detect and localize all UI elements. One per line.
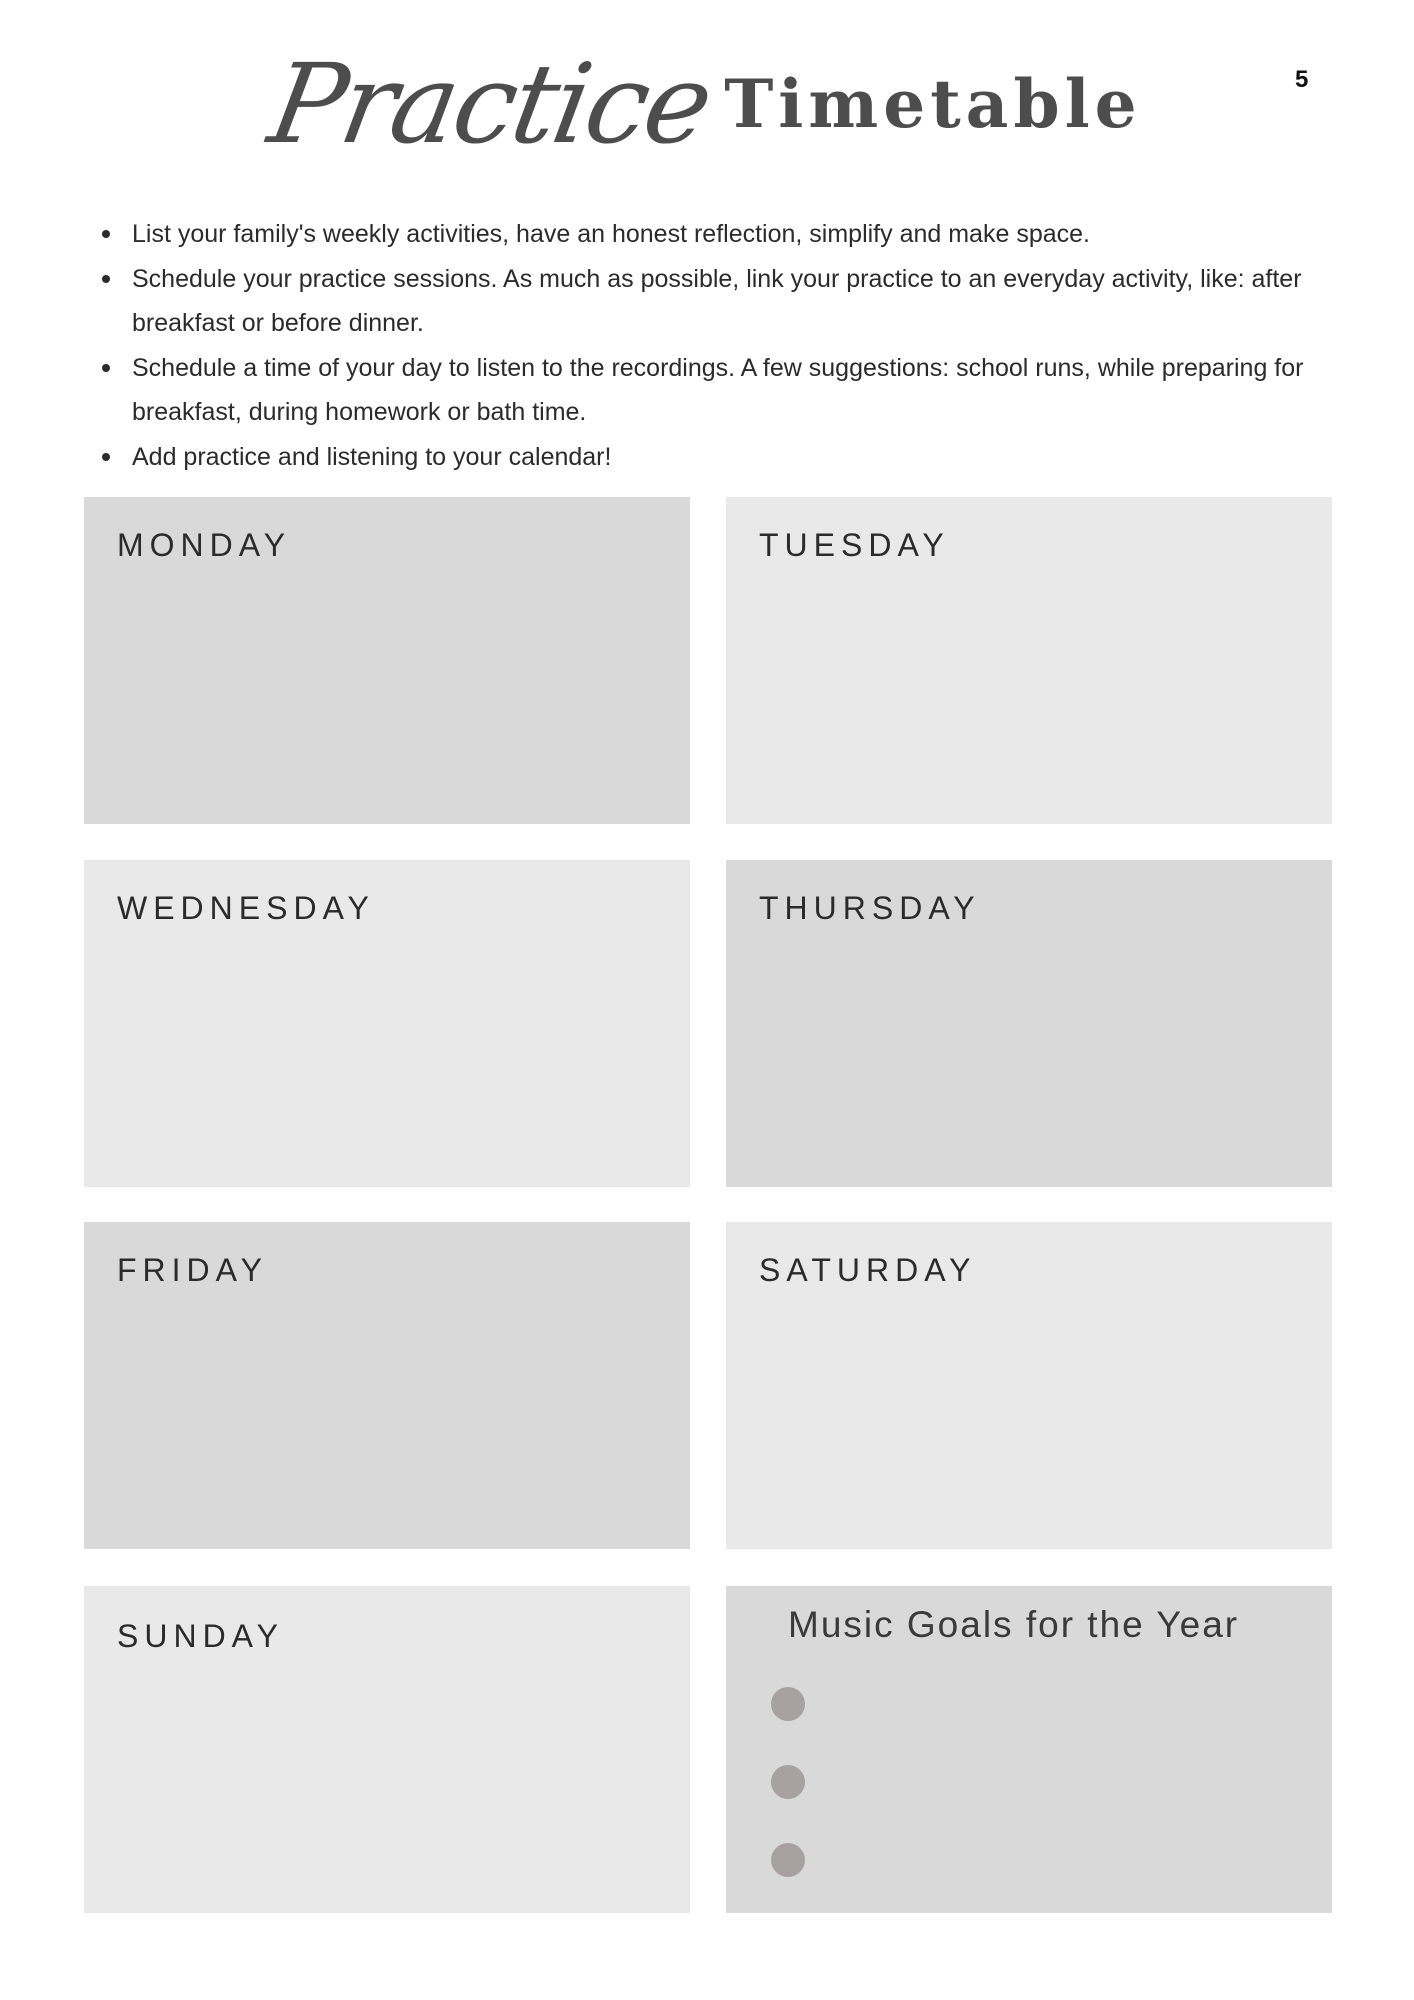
page-number: 5 xyxy=(1295,66,1309,93)
bullet-icon xyxy=(102,364,110,372)
goal-bullet-icon xyxy=(771,1843,805,1877)
friday-label: FRIDAY xyxy=(117,1252,268,1288)
instruction-text: Add practice and listening to your calendar! xyxy=(132,442,612,471)
saturday-box[interactable] xyxy=(726,1222,1332,1549)
tuesday-box[interactable] xyxy=(726,497,1332,824)
instruction-item xyxy=(100,212,1340,257)
saturday-label: SATURDAY xyxy=(759,1252,977,1288)
sunday-box[interactable] xyxy=(84,1586,690,1913)
bullet-icon xyxy=(102,453,110,461)
title-script-text: Practice xyxy=(261,40,720,168)
music-goals-title: Music Goals for the Year xyxy=(788,1604,1240,1645)
tuesday-label: TUESDAY xyxy=(759,527,950,563)
goal-bullet-icon xyxy=(771,1687,805,1721)
music-goals-box[interactable] xyxy=(726,1586,1332,1913)
instructions-list xyxy=(100,212,1340,479)
instruction-text: List your family's weekly activities, have an honest reflection, simplify and make space. xyxy=(132,220,1090,248)
thursday-label: THURSDAY xyxy=(759,890,981,926)
monday-box[interactable] xyxy=(84,497,690,824)
sunday-label: SUNDAY xyxy=(117,1618,284,1654)
bullet-icon xyxy=(102,275,110,283)
instruction-item xyxy=(100,346,1340,435)
title-main-text: Timetable xyxy=(724,65,1142,143)
thursday-box[interactable] xyxy=(726,860,1332,1187)
instruction-text: Schedule your practice sessions. As much as possible, link your practice to an everyday activity, like: after breakfast or before dinner. xyxy=(132,264,1302,337)
bullet-icon xyxy=(102,230,110,238)
instruction-text: Schedule a time of your day to listen to the recordings. A few suggestions: school runs, while preparing for breakfast, during homework or bath time. xyxy=(132,353,1304,426)
instruction-item xyxy=(100,435,1340,480)
monday-label: MONDAY xyxy=(117,527,292,563)
friday-box[interactable] xyxy=(84,1222,690,1549)
instruction-item xyxy=(100,257,1340,346)
wednesday-label: WEDNESDAY xyxy=(117,890,375,926)
goal-bullet-icon xyxy=(771,1765,805,1799)
page-title xyxy=(0,40,1414,190)
wednesday-box[interactable] xyxy=(84,860,690,1187)
